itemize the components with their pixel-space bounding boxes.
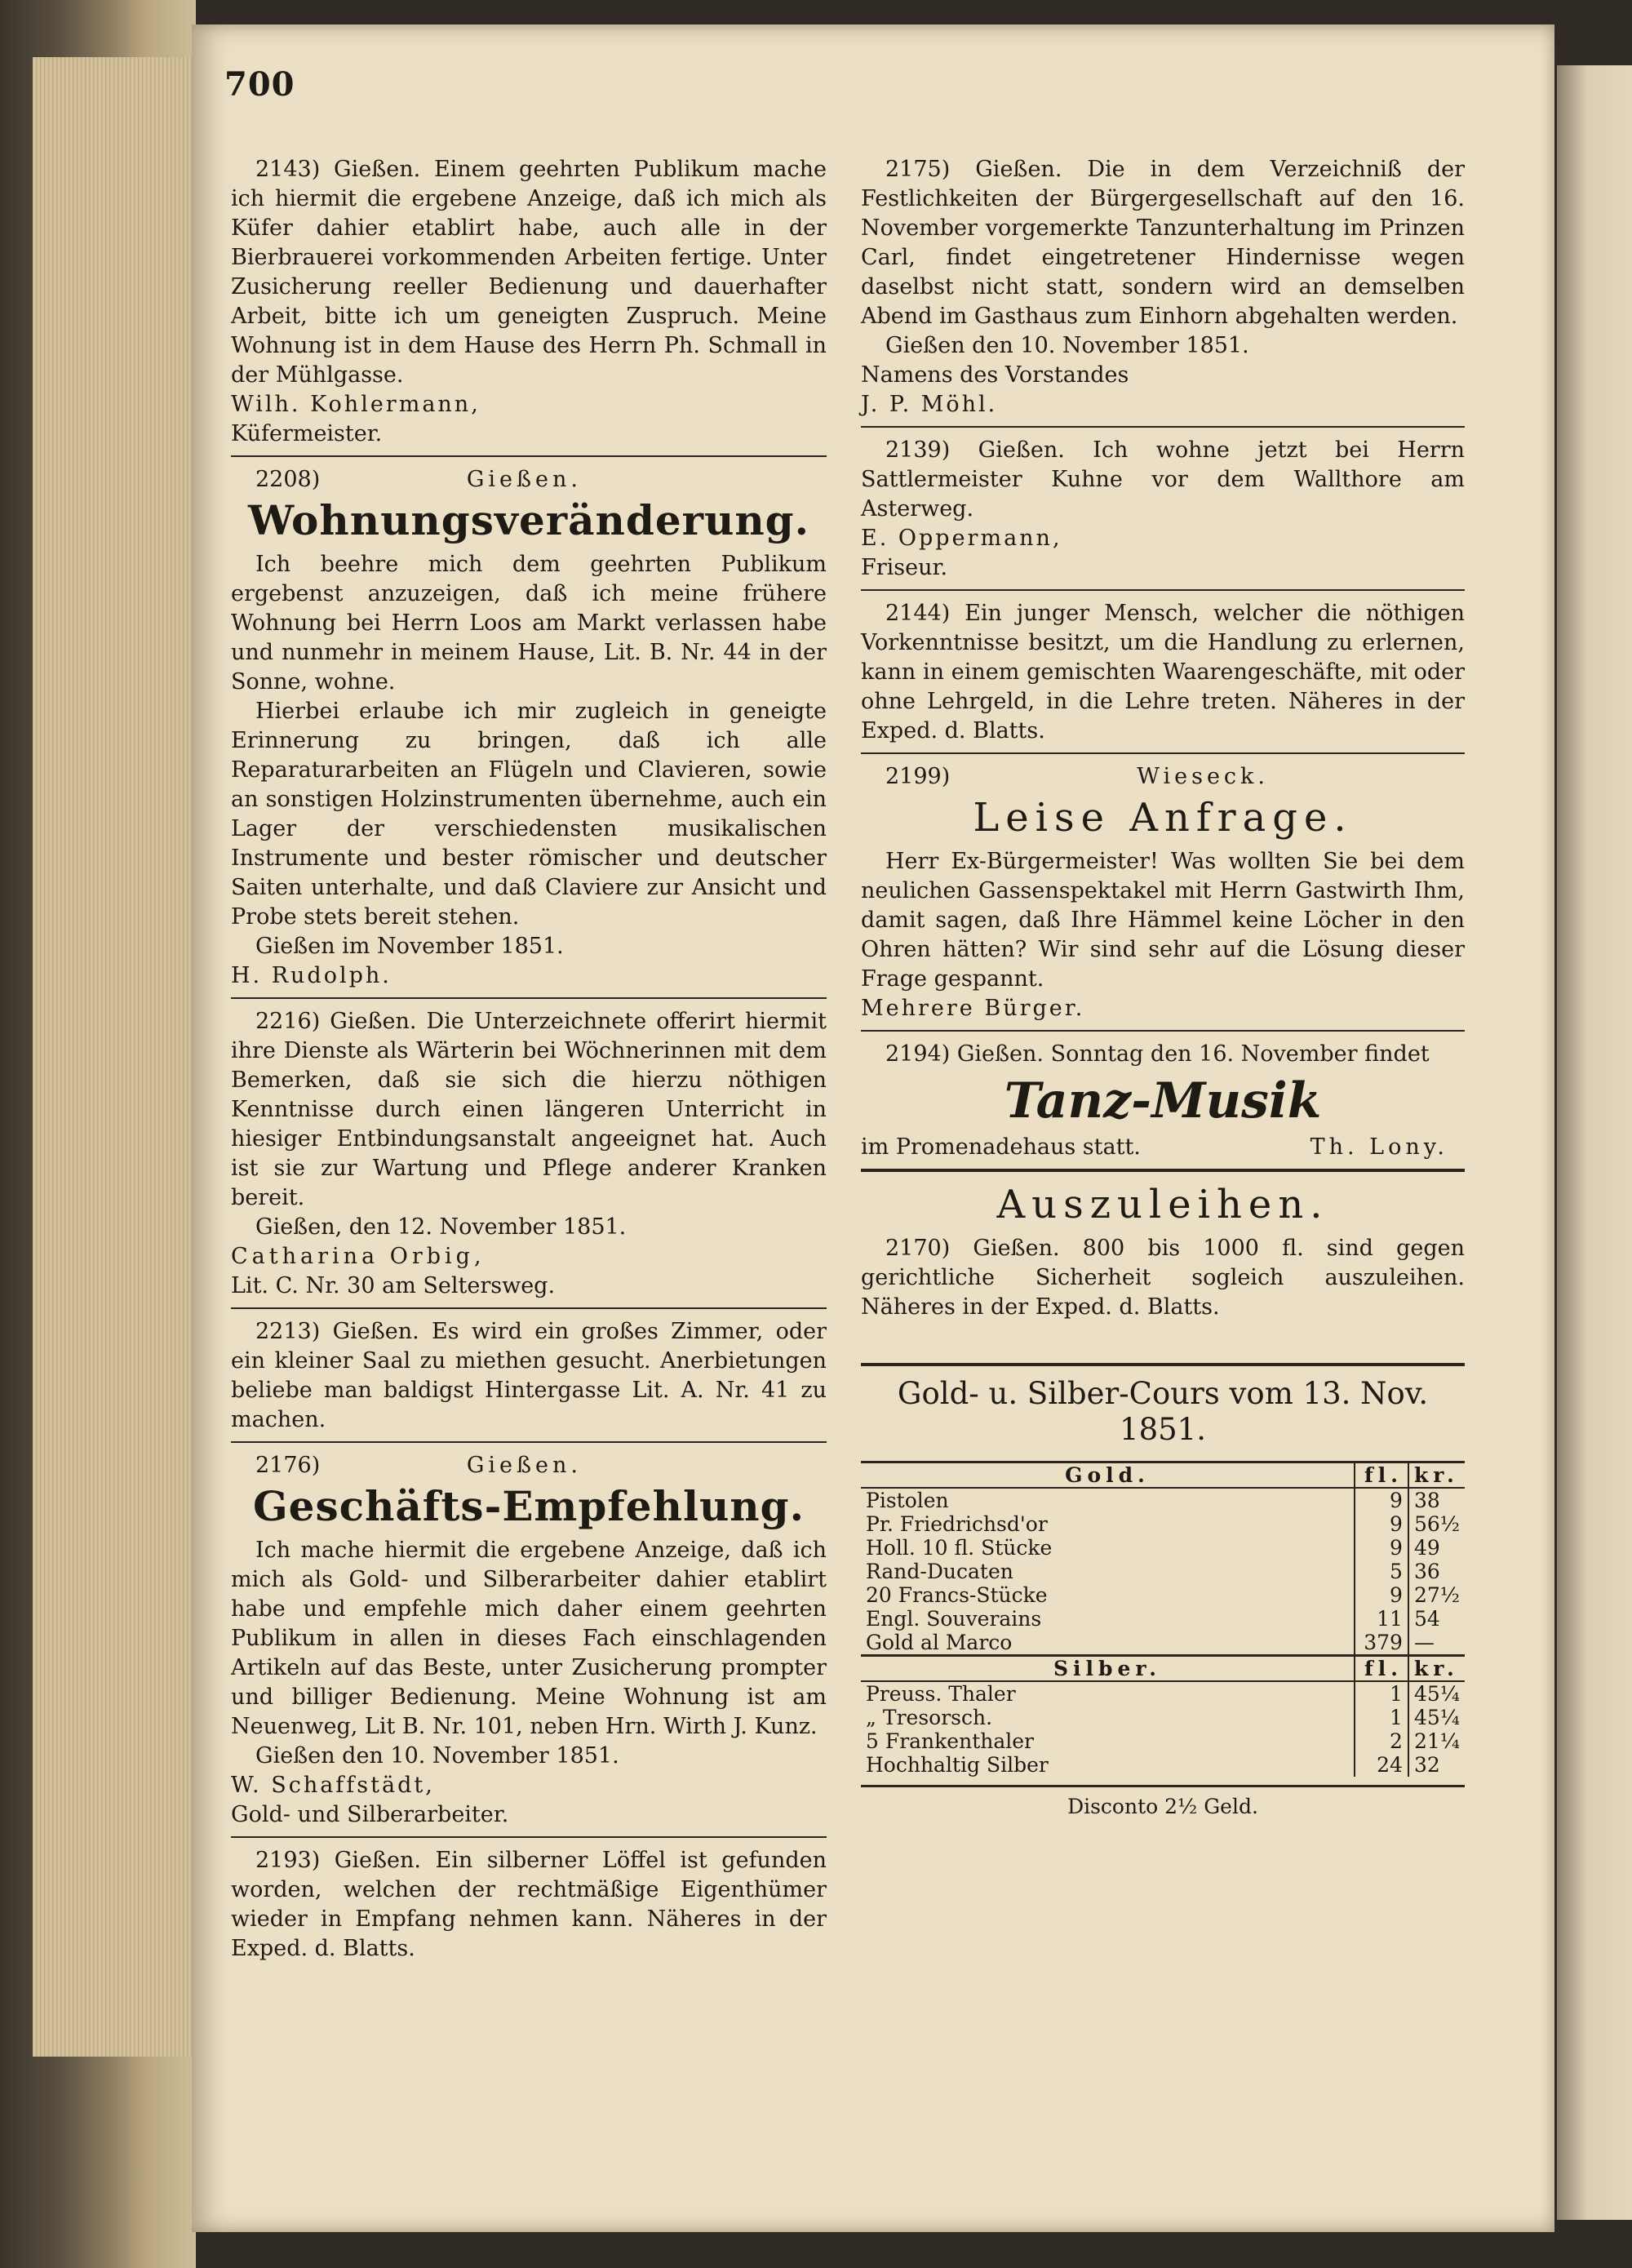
ad-header	[231, 465, 827, 495]
silber-rows	[861, 1681, 1465, 1777]
gold-header-row	[861, 1462, 1465, 1489]
ad-signature: Mehrere Bürger.	[861, 996, 1085, 1021]
ad-text: Herr Ex-Bürgermeister! Was wollten Sie bei dem neulichen Gassenspektakel mit Herrn Gastwirth Ihm, damit sagen, daß Ihre Hämmel keine Löcher in den Ohren hätten? Wir sind sehr auf die Lösung dieser Frage gespannt.	[861, 849, 1465, 992]
divider	[861, 1169, 1465, 1172]
currency-name: „ Tresorsch.	[866, 1706, 993, 1729]
rate-kr: 56½	[1408, 1512, 1465, 1536]
ad-number: 2208)	[255, 467, 321, 492]
ad-2216	[231, 1007, 827, 1301]
rate-fl: 9	[1355, 1536, 1408, 1560]
rate-kr: 38	[1408, 1488, 1465, 1512]
ad-2176	[231, 1451, 827, 1830]
table-row	[861, 1681, 1465, 1706]
ad-footer	[861, 1133, 1465, 1162]
ad-2208	[231, 465, 827, 991]
table-row	[861, 1607, 1465, 1631]
ad-number: 2199)	[885, 764, 951, 789]
ad-headline: Leise Anfrage.	[973, 795, 1353, 841]
rate-fl: 1	[1355, 1706, 1408, 1729]
ad-headline: Auszuleihen.	[996, 1182, 1329, 1227]
right-column	[861, 155, 1465, 1822]
ad-signature: Wilh. Kohlermann,	[231, 392, 481, 417]
rate-kr: 45¼	[1408, 1681, 1465, 1706]
ad-text: Ich beehre mich dem geehrten Publikum ergebenst anzuzeigen, daß ich meine frühere Wohnung bei Herrn Loos am Markt verlassen habe und nunmehr in meinem Hause, Lit. B. Nr. 44 in der Sonne, wohne.	[231, 552, 827, 695]
currency-name: Pr. Friedrichsd'or	[866, 1512, 1048, 1536]
currency-name: 5 Frankenthaler	[866, 1729, 1034, 1753]
rate-fl: 5	[1355, 1560, 1408, 1583]
divider	[861, 752, 1465, 754]
ad-text: 2175) Gießen. Die in dem Verzeichniß der Festlichkeiten der Bürgergesellschaft auf den 16. November vorgemerkte Tanzunterhaltung im Prinzen Carl, findet eingetretener Hindernisse wegen daselbst nicht statt, sondern wird an demselben Abend im Gasthaus zum Einhorn abgehalten werden.	[861, 157, 1465, 329]
col-fl: fl.	[1355, 1656, 1408, 1682]
ad-signature: Th. Lony.	[1310, 1134, 1448, 1160]
newspaper-page	[192, 24, 1554, 2232]
ad-header	[231, 1451, 827, 1480]
divider	[861, 1363, 1465, 1366]
table-row	[861, 1583, 1465, 1607]
rate-kr: 49	[1408, 1536, 1465, 1560]
ad-header	[861, 762, 1465, 792]
currency-name: Gold al Marco	[866, 1631, 1013, 1654]
table-row	[861, 1536, 1465, 1560]
ad-signature: W. Schaffstädt,	[231, 1773, 435, 1798]
ad-headline: Tanz-Musik	[1004, 1072, 1322, 1130]
col-fl: fl.	[1355, 1462, 1408, 1489]
ad-text: Ich mache hiermit die ergebene Anzeige, daß ich mich als Gold- und Silberarbeiter dahier etablirt habe und empfehle mich daher einem geehrten Publikum in allen in dieses Fach einschlagenden Artikeln auf das Beste, unter Zusicherung prompter und billiger Bedienung. Meine Wohnung ist am Neuenweg, Lit B. Nr. 101, neben Hrn. Wirth J. Kunz.	[231, 1538, 827, 1739]
ad-line: Namens des Vorstandes	[861, 362, 1129, 388]
rate-fl: 1	[1355, 1681, 1408, 1706]
gold-header: Gold.	[861, 1462, 1355, 1489]
ad-2139	[861, 436, 1465, 583]
rate-kr: —	[1408, 1631, 1465, 1656]
exchange-rates	[861, 1376, 1465, 1822]
ad-text: 2193) Gießen. Ein silberner Löffel ist gefunden worden, welchen der rechtmäßige Eigenthümer wieder in Empfang nehmen kann. Näheres in der Exped. d. Blatts.	[231, 1848, 827, 1961]
ad-signature-title: Friseur.	[861, 555, 948, 580]
rate-fl: 9	[1355, 1512, 1408, 1536]
ad-place-line: im Promenadehaus statt.	[861, 1134, 1141, 1160]
ad-text: 2170) Gießen. 800 bis 1000 fl. sind gegen gerichtliche Sicherheit sogleich auszuleihen. Näheres in der Exped. d. Blatts.	[861, 1236, 1465, 1320]
rate-kr: 36	[1408, 1560, 1465, 1583]
ad-address: Lit. C. Nr. 30 am Seltersweg.	[231, 1273, 556, 1298]
table-row	[861, 1560, 1465, 1583]
table-row	[861, 1631, 1465, 1656]
rate-fl: 2	[1355, 1729, 1408, 1753]
currency-name: Preuss. Thaler	[866, 1682, 1016, 1706]
exchange-title: Gold- u. Silber-Cours vom 13. Nov. 1851.	[897, 1376, 1429, 1447]
rate-kr: 27½	[1408, 1583, 1465, 1607]
ad-signature: H. Rudolph.	[231, 963, 392, 988]
rate-fl: 9	[1355, 1583, 1408, 1607]
silber-header: Silber.	[861, 1656, 1355, 1682]
rate-fl: 11	[1355, 1607, 1408, 1631]
currency-name: 20 Francs-Stücke	[866, 1583, 1048, 1607]
divider	[861, 426, 1465, 428]
ad-2143	[231, 155, 827, 449]
divider	[861, 589, 1465, 591]
ad-2193	[231, 1846, 827, 1964]
left-column	[231, 155, 827, 1968]
table-row	[861, 1729, 1465, 1753]
rate-fl: 24	[1355, 1753, 1408, 1777]
rate-kr: 21¼	[1408, 1729, 1465, 1753]
divider	[231, 455, 827, 457]
page-stack	[33, 57, 196, 2057]
ad-text: 2144) Ein junger Mensch, welcher die nöthigen Vorkenntnisse besitzt, um die Handlung zu erlernen, kann in einem gemischten Waarengeschäfte, mit oder ohne Lehrgeld, in die Lehre treten. Näheres in der Exped. d. Blatts.	[861, 601, 1465, 743]
ad-date: Gießen den 10. November 1851.	[255, 1743, 619, 1769]
rate-kr: 45¼	[1408, 1706, 1465, 1729]
rate-kr: 54	[1408, 1607, 1465, 1631]
divider	[231, 1307, 827, 1309]
ad-text: 2213) Gießen. Es wird ein großes Zimmer, oder ein kleiner Saal zu miethen gesucht. Anerbietungen beliebe man baldigst Hintergasse Lit. A. Nr. 41 zu machen.	[231, 1319, 827, 1432]
silber-header-row	[861, 1656, 1465, 1682]
facing-page-edge	[1557, 65, 1632, 2220]
ad-2144	[861, 599, 1465, 746]
ad-2199	[861, 762, 1465, 1023]
divider	[231, 1441, 827, 1443]
rate-fl: 9	[1355, 1488, 1408, 1512]
ad-text: 2216) Gießen. Die Unterzeichnete offerirt hiermit ihre Dienste als Wärterin bei Wöchnerinnen mit dem Bemerken, daß sie sich die hierzu nöthigen Kenntnisse durch einen längeren Unterricht in hiesiger Entbindungsanstalt angeeignet hat. Auch ist sie zur Wartung und Pflege anderer Kranken bereit.	[231, 1009, 827, 1210]
ad-headline: Geschäfts-Empfehlung.	[252, 1482, 805, 1530]
ad-date: Gießen im November 1851.	[255, 934, 564, 959]
ad-2175	[861, 155, 1465, 419]
col-kr: kr.	[1408, 1462, 1465, 1489]
ad-text: 2143) Gießen. Einem geehrten Publikum mache ich hiermit die ergebene Anzeige, daß ich mich als Küfer dahier etablirt habe, auch alle in der Bierbrauerei vorkommenden Arbeiten fertige. Unter Zusicherung reeller Bedienung und dauerhafter Arbeit, bitte ich um geneigten Zuspruch. Meine Wohnung ist in dem Hause des Herrn Ph. Schmall in der Mühlgasse.	[231, 157, 827, 388]
ad-text: Hierbei erlaube ich mir zugleich in geneigte Erinnerung zu bringen, daß ich alle Reparaturarbeiten an Flügeln und Clavieren, sowie an sonstigen Holzinstrumenten übernehme, auch ein Lager der verschiedensten musikalischen Instrumente und bester römischer und deutscher Saiten unterhalte, und daß Claviere zur Ansicht und Probe stets bereit stehen.	[231, 699, 827, 930]
currency-name: Engl. Souverains	[866, 1607, 1042, 1631]
ad-2213	[231, 1317, 827, 1435]
ad-place: Gießen.	[466, 467, 582, 492]
ad-2194	[861, 1040, 1465, 1162]
ad-headline: Wohnungsveränderung.	[247, 496, 810, 544]
ad-signature: J. P. Möhl.	[861, 392, 998, 417]
ad-signature-title: Küfermeister.	[231, 421, 383, 446]
exchange-table	[861, 1461, 1465, 1777]
rate-fl: 379	[1355, 1631, 1408, 1656]
table-row	[861, 1512, 1465, 1536]
ad-number: 2176)	[255, 1453, 321, 1478]
ad-text: 2139) Gießen. Ich wohne jetzt bei Herrn Sattlermeister Kuhne vor dem Wallthore am Asterweg.	[861, 437, 1465, 522]
ad-text: 2194) Gießen. Sonntag den 16. November findet	[885, 1041, 1430, 1067]
ad-date: Gießen, den 12. November 1851.	[255, 1214, 627, 1240]
currency-name: Holl. 10 fl. Stücke	[866, 1536, 1053, 1560]
discount: Disconto 2½ Geld.	[861, 1785, 1465, 1822]
currency-name: Hochhaltig Silber	[866, 1753, 1049, 1777]
table-row	[861, 1706, 1465, 1729]
ad-signature: E. Oppermann,	[861, 526, 1062, 551]
gold-rows	[861, 1488, 1465, 1656]
divider	[231, 1836, 827, 1838]
ad-date: Gießen den 10. November 1851.	[885, 333, 1249, 358]
col-kr: kr.	[1408, 1656, 1465, 1682]
divider	[231, 997, 827, 999]
divider	[861, 1030, 1465, 1032]
table-row	[861, 1488, 1465, 1512]
ad-signature: Catharina Orbig,	[231, 1244, 486, 1269]
page-number: 700	[224, 65, 295, 104]
ad-signature-title: Gold- und Silberarbeiter.	[231, 1802, 509, 1827]
table-row	[861, 1753, 1465, 1777]
ad-2170	[861, 1180, 1465, 1322]
rate-kr: 32	[1408, 1753, 1465, 1777]
ad-place: Wieseck.	[1137, 764, 1269, 789]
ad-place: Gießen.	[466, 1453, 582, 1478]
currency-name: Pistolen	[866, 1489, 949, 1512]
currency-name: Rand-Ducaten	[866, 1560, 1013, 1583]
